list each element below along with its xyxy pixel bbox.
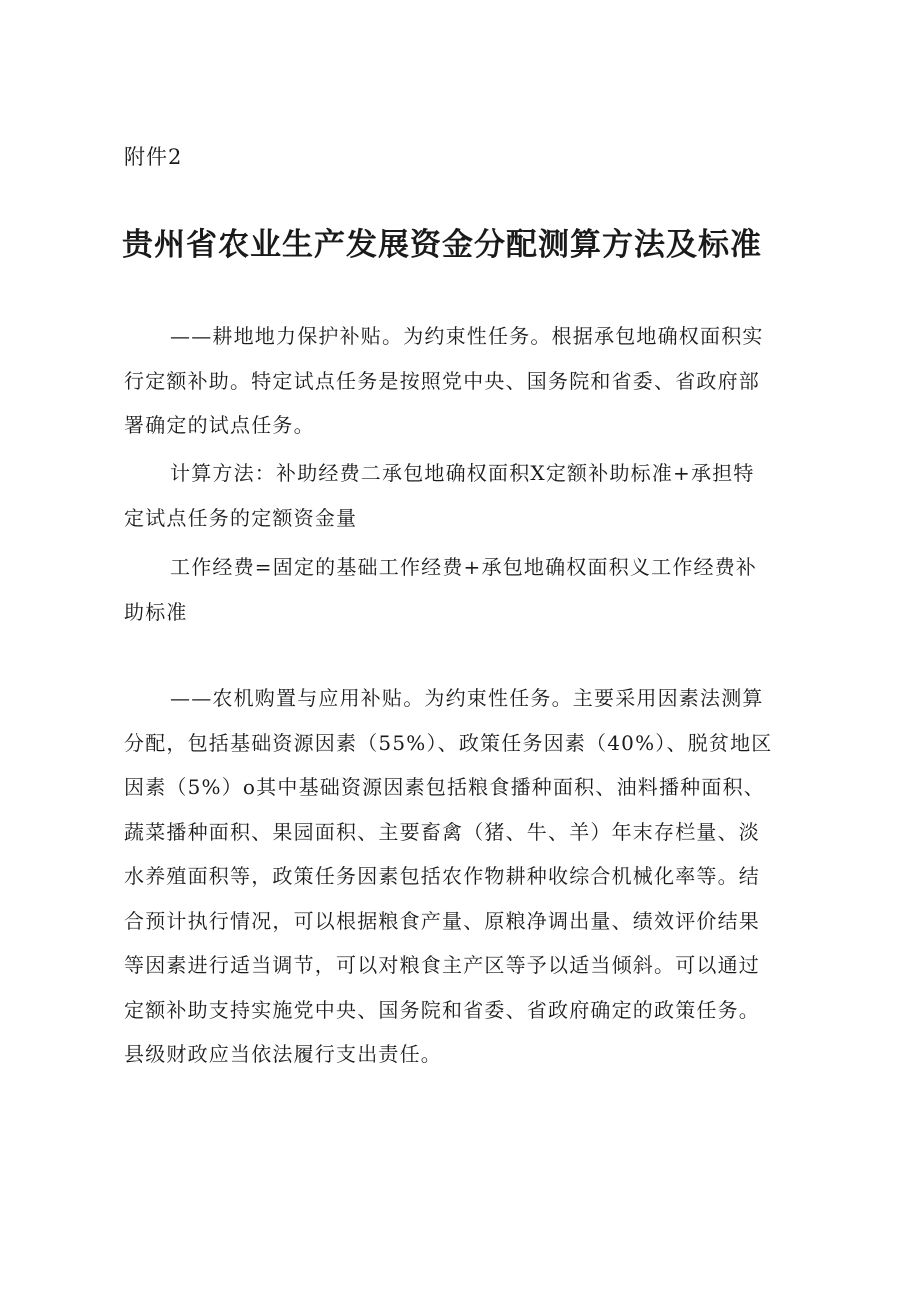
paragraph-line: ——农机购置与应用补贴。为约束性任务。主要采用因素法测算 bbox=[170, 686, 764, 710]
paragraph-machinery-subsidy bbox=[124, 676, 814, 1077]
paragraph-line: 因素（5%）o其中基础资源因素包括粮食播种面积、油料播种面积、 bbox=[124, 775, 765, 799]
paragraph-line: 水养殖面积等，政策任务因素包括农作物耕种收综合机械化率等。结 bbox=[124, 864, 760, 888]
paragraph-line: 定额补助支持实施党中央、国务院和省委、省政府确定的政策任务。 bbox=[124, 997, 760, 1022]
paragraph-work-funds bbox=[124, 545, 814, 634]
paragraph-line: 行定额补助。特定试点任务是按照党中央、国务院和省委、省政府部 bbox=[124, 368, 760, 393]
paragraph-line: 等因素进行适当调节，可以对粮食主产区等予以适当倾斜。可以通过 bbox=[124, 953, 760, 977]
paragraph-line: 工作经费=固定的基础工作经费+承包地确权面积义工作经费补 bbox=[170, 555, 758, 579]
attachment-label: 附件2 bbox=[124, 145, 183, 169]
paragraph-line: 分配，包括基础资源因素（55%）、政策任务因素（40%）、脱贫地区 bbox=[124, 730, 773, 755]
paragraph-line: 县级财政应当依法履行支出责任。 bbox=[124, 1042, 442, 1066]
document-title: 贵州省农业生产发展资金分配测算方法及标准 bbox=[122, 227, 762, 263]
paragraph-line: ——耕地地力保护补贴。为约束性任务。根据承包地确权面积实 bbox=[170, 324, 764, 348]
paragraph-line: 定试点任务的定额资金量 bbox=[124, 505, 358, 530]
paragraph-line: 计算方法：补助经费二承包地确权面积X定额补助标准+承担特 bbox=[170, 461, 755, 485]
paragraph-line: 合预计执行情况，可以根据粮食产量、原粮净调出量、绩效评价结果 bbox=[124, 908, 760, 933]
paragraph-farmland-subsidy bbox=[124, 314, 814, 448]
paragraph-calc-method bbox=[124, 451, 814, 540]
paragraph-line: 署确定的试点任务。 bbox=[124, 413, 315, 437]
paragraph-line: 蔬菜播种面积、果园面积、主要畜禽（猪、牛、羊）年末存栏量、淡 bbox=[124, 819, 760, 844]
paragraph-line: 助标准 bbox=[124, 599, 188, 624]
